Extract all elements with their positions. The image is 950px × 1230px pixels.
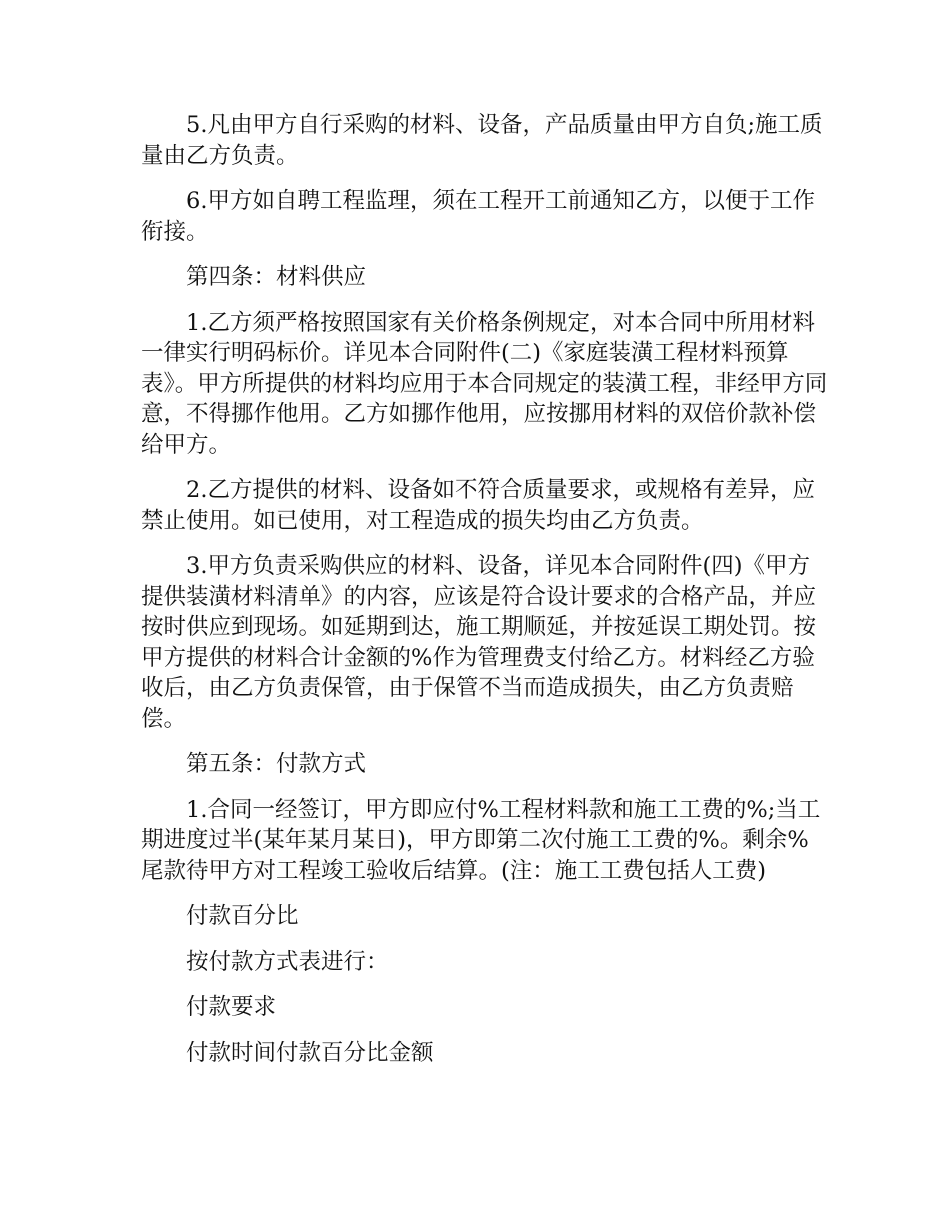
payment-percentage-label: 付款百分比 [186,903,299,929]
clause-4-item-1: 1.乙方须严格按照国家有关价格条例规定，对本合同中所用材料一律实行明码标价。详见本合同附件(二)《家庭装潢工程材料预算表》。甲方所提供的材料均应用于本合同规定的装潢工程，非经甲方同意，不得挪作他用。乙方如挪作他用，应按挪用材料的双倍价款补偿给甲方。 [141,309,828,458]
payment-requirements-label: 付款要求 [186,994,277,1020]
document-body [141,110,831,1083]
clause-4-item-3: 3.甲方负责采购供应的材料、设备，详见本合同附件(四)《甲方提供装潢材料清单》的内容，应该是符合设计要求的合格产品，并应按时供应到现场。如延期到达，施工期顺延，并按延误工期处罚。按甲方提供的材料合计金额的%作为管理费支付给乙方。材料经乙方验收后，由乙方负责保管，由于保管不当而造成损失，由乙方负责赔偿。 [141,553,817,732]
clause-5-item-1: 1.合同一经签订，甲方即应付%工程材料款和施工工费的%;当工期进度过半(某年某月某日)，甲方即第二次付施工工费的%。剩余%尾款待甲方对工程竣工验收后结算。(注：施工工费包括人工费) [141,796,821,884]
clause-4-item-2: 2.乙方提供的材料、设备如不符合质量要求，或规格有差异，应禁止使用。如已使用，对工程造成的损失均由乙方负责。 [141,477,815,534]
clause-3-item-6: 6.甲方如自聘工程监理，须在工程开工前通知乙方，以便于工作衔接。 [141,188,815,245]
clause-3-item-5: 5.凡由甲方自行采购的材料、设备，产品质量由甲方自负;施工质量由乙方负责。 [141,112,823,169]
clause-4-heading: 第四条：材料供应 [186,264,367,290]
payment-table-header: 付款时间付款百分比金额 [186,1039,434,1066]
clause-5-heading: 第五条：付款方式 [186,751,367,777]
payment-table-note: 按付款方式表进行： [186,948,389,975]
